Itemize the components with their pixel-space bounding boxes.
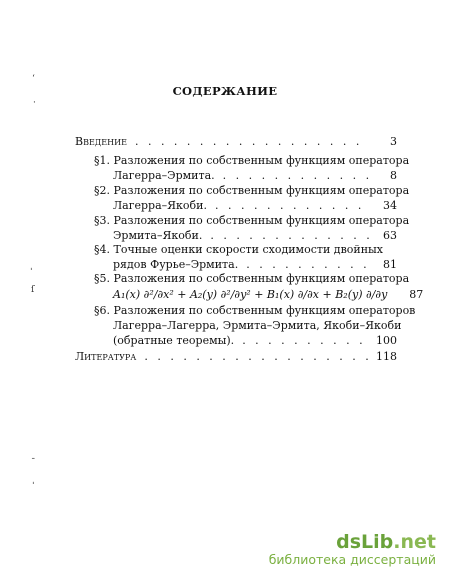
toc-entry-bibliography (75, 350, 397, 364)
toc-entry-title: Лагерра–Эрмита. (113, 169, 215, 182)
scan-mark: ˉ (31, 458, 36, 468)
toc-page-number: 100 (376, 334, 397, 347)
toc-page-number: 8 (390, 169, 397, 182)
toc-entry-title: Эрмита–Якоби. (113, 229, 203, 242)
leader-dots (210, 229, 369, 243)
toc-entry-title: Литература (75, 350, 137, 363)
leader-dots (215, 199, 369, 213)
toc-entry-2-line-1: §2. Разложения по собственным функциям оператора (94, 184, 410, 197)
site-watermark (269, 532, 436, 568)
leader-dots (223, 169, 369, 183)
operator-formula: A₁(x) ∂²/∂x² + A₂(y) ∂²/∂y² + B₁(x) ∂/∂x + B₂(y) ∂/∂y (113, 288, 388, 301)
toc-entry-title: Лагерра–Якоби. (113, 199, 207, 212)
toc-page-number: 87 (409, 288, 424, 301)
scan-mark: ʻ (32, 74, 35, 84)
toc-entry-1-line-1: §1. Разложения по собственным функциям оператора (94, 154, 410, 167)
toc-entry-title: (обратные теоремы). (113, 334, 235, 347)
toc-entry-5-line-1: §5. Разложения по собственным функциям оператора (94, 272, 410, 285)
leader-dots (246, 258, 369, 272)
watermark-caption: библиотека диссертаций (268, 552, 436, 567)
toc-page-number: 34 (383, 199, 397, 212)
toc-entry-4 (113, 258, 397, 272)
leader-dots (144, 350, 369, 364)
leader-dots (135, 135, 369, 149)
toc-entry-title: Введение (75, 135, 127, 148)
toc-entry-6 (113, 334, 397, 348)
scan-mark: · (33, 98, 36, 108)
page-title: СОДЕРЖАНИЕ (172, 84, 278, 98)
toc-entry-2 (113, 199, 397, 213)
scan-mark: ˌ (30, 262, 33, 272)
toc-entry-4-line-1: §4. Точные оценки скорости сходимости двойных (94, 243, 384, 256)
toc-entry-title: рядов Фурье–Эрмита. (113, 258, 239, 271)
toc-entry-5 (113, 288, 424, 302)
toc-entry-1 (113, 169, 397, 183)
toc-page-number: 81 (383, 258, 397, 271)
watermark-logo: dsLib.net (336, 531, 436, 553)
scan-mark: ſ (31, 285, 35, 295)
toc-entry-6-line-2: Лагерра–Лагерра, Эрмита–Эрмита, Якоби–Якоби (113, 319, 402, 332)
toc-entry-introduction (75, 135, 397, 149)
leader-dots (242, 334, 369, 348)
toc-entry-6-line-1: §6. Разложения по собственным функциям операторов (94, 304, 416, 317)
toc-entry-3 (113, 229, 397, 243)
toc-page-number: 3 (390, 135, 397, 148)
toc-page-number: 63 (383, 229, 397, 242)
toc-page-number: 118 (376, 350, 397, 363)
scan-mark: ˈ (32, 482, 35, 492)
toc-entry-3-line-1: §3. Разложения по собственным функциям оператора (94, 214, 410, 227)
